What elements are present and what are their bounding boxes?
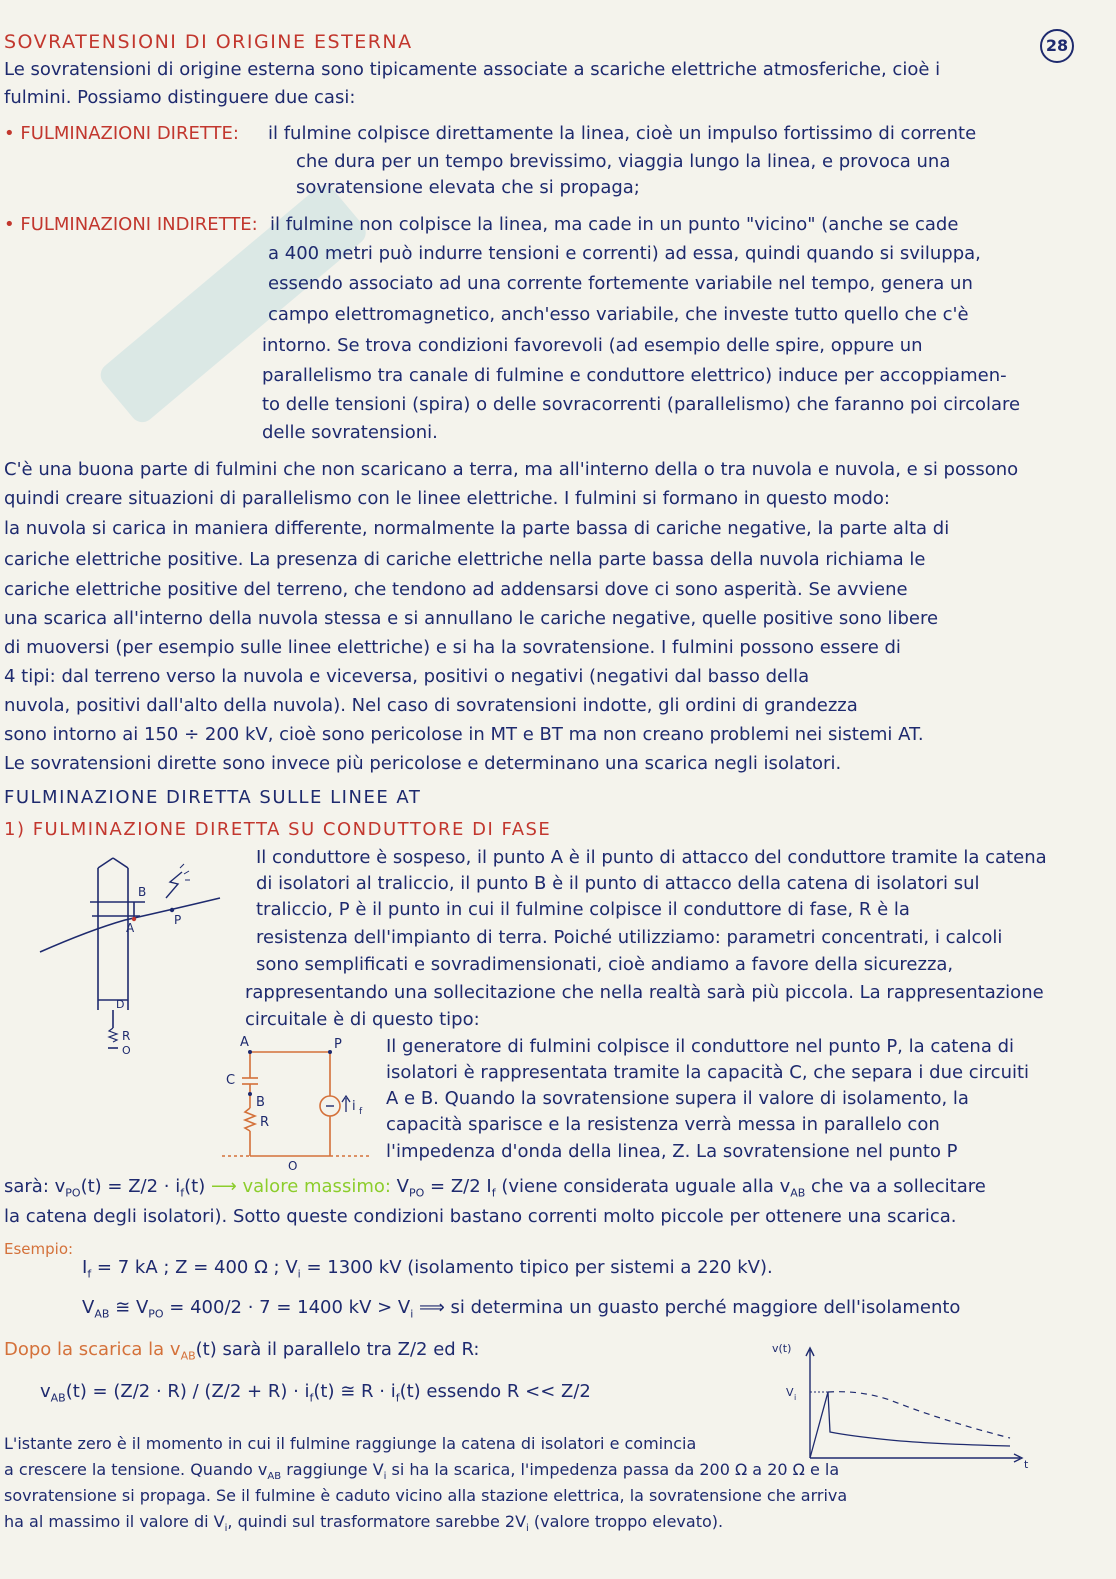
circuit-desc-1: Il generatore di fulmini colpisce il conduttore nel punto P, la catena di: [386, 1036, 1015, 1057]
tower-desc-1: Il conduttore è sospeso, il punto A è il punto di attacco del conduttore tramite la catena: [256, 847, 1047, 868]
indirette-line-2: a 400 metri può indurre tensioni e correnti) ad essa, quindi quando si sviluppa,: [268, 243, 981, 264]
para2-line-11: Le sovratensioni dirette sono invece più pericolose e determinano una scarica negli isolatori.: [4, 753, 842, 774]
indirette-line-3: essendo associato ad una corrente fortemente variabile nel tempo, genera un: [268, 273, 973, 294]
example-calculation: $V_{AB}$ ≅ $V_{PO} = 400/2 \cdot 7 = 1400$ kV > $V_i$ ⟹ si determina un guasto perché maggiore dell'isolamento: [82, 1297, 961, 1321]
dirette-line-1: il fulmine colpisce direttamente la linea, cioè un impulso fortissimo di corrente: [268, 123, 977, 144]
graph-y-label: v(t): [772, 1342, 792, 1355]
indirette-line-8: delle sovratensioni.: [262, 422, 438, 443]
example-label: Esempio:: [4, 1240, 74, 1258]
section-heading: FULMINAZIONE DIRETTA SULLE LINEE AT: [4, 787, 422, 808]
para2-line-1: C'è una buona parte di fulmini che non scaricano a terra, ma all'interno della o tra nuvola e nuvola, e si possono: [4, 459, 1019, 480]
indirette-label: • FULMINAZIONI INDIRETTE:: [4, 214, 258, 235]
circuit-desc-3: A e B. Quando la sovratensione supera il valore di isolamento, la: [386, 1088, 969, 1109]
indirette-line-4: campo elettromagnetico, anch'esso variabile, che investe tutto quello che c'è: [268, 304, 969, 325]
tower-desc-5: sono semplificati e sovradimensionati, cioè andiamo a favore della sicurezza,: [256, 954, 954, 975]
indirette-line-6: parallelismo tra canale di fulmine e conduttore elettrico) induce per accoppiamen-: [262, 365, 1007, 386]
para2-line-10: sono intorno ai 150 ÷ 200 kV, cioè sono pericolose in MT e BT ma non creano problemi nei sistemi AT.: [4, 724, 924, 745]
indirette-line-5: intorno. Se trova condizioni favorevoli (ad esempio delle spire, oppure un: [262, 335, 923, 356]
formula1-max-label: valore massimo:: [242, 1176, 391, 1197]
tower-label-p: P: [174, 913, 182, 927]
voltage-time-graph: [770, 1340, 1040, 1470]
tower-diagram: [30, 850, 240, 1060]
indirette-line-1: il fulmine non colpisce la linea, ma cade in un punto "vicino" (anche se cade: [270, 214, 959, 235]
final-line-1: L'istante zero è il momento in cui il fulmine raggiunge la catena di isolatori e comincia: [4, 1434, 697, 1453]
circuit-desc-4: capacità sparisce e la resistenza verrà messa in parallelo con: [386, 1114, 940, 1135]
intro-line-1: Le sovratensioni di origine esterna sono tipicamente associate a scariche elettriche atmosferiche, cioè i: [4, 59, 941, 80]
graph-vi-sub: i: [794, 1393, 797, 1402]
circuit-label-a: A: [240, 1035, 249, 1050]
after-discharge-line: Dopo la scarica la $v_{AB}(t)$ sarà il parallelo tra Z/2 ed R:: [4, 1339, 480, 1363]
tower-label-r: R: [122, 1029, 131, 1043]
formula1-continuation: la catena degli isolatori). Sotto queste condizioni bastano correnti molto piccole per ottenere una scarica.: [4, 1206, 957, 1227]
final-line-2: a crescere la tensione. Quando $v_{AB}$ raggiunge $V_i$ si ha la scarica, l'impedenza passa da 200 Ω a 20 Ω e la: [4, 1460, 840, 1483]
tower-desc-4: resistenza dell'impianto di terra. Poiché utilizziamo: parametri concentrati, i calcoli: [256, 927, 1003, 948]
final-line-3: sovratensione si propaga. Se il fulmine è caduto vicino alla stazione elettrica, la sovratensione che arriva: [4, 1486, 848, 1505]
circuit-label-if-sub: f: [359, 1107, 363, 1117]
tower-label-b: B: [138, 885, 147, 899]
tower-desc-3: traliccio, P è il punto in cui il fulmine colpisce il conduttore di fase, R è la: [256, 899, 910, 920]
tower-label-a: A: [126, 921, 135, 935]
para2-line-8: 4 tipi: dal terreno verso la nuvola e viceversa, positivi o negativi (negativi dal basso della: [4, 666, 810, 687]
circuit-label-c: C: [226, 1073, 236, 1088]
final-line-4: ha al massimo il valore di $V_i$, quindi sul trasformatore sarebbe $2V_i$ (valore troppo elevato).: [4, 1512, 724, 1535]
formula1-line: sarà: $v_{PO}(t) = Z/2 \cdot i_f(t)$ ⟶ valore massimo: $V_{PO} = Z/2$ $I_f$ (viene considerata uguale alla $v_{AB}$ che va a sollecitare: [4, 1176, 986, 1200]
formula1-arrow: ⟶: [210, 1176, 237, 1197]
circuit-desc-2: isolatori è rappresentata tramite la capacità C, che separa i due circuiti: [386, 1062, 1030, 1083]
circuit-label-r: R: [260, 1115, 270, 1130]
dirette-line-3: sovratensione elevata che si propaga;: [296, 177, 640, 198]
para2-line-3: la nuvola si carica in maniera differente, normalmente la parte bassa di cariche negative, la parte alta di: [4, 518, 950, 539]
subsection-heading: 1) FULMINAZIONE DIRETTA SU CONDUTTORE DI FASE: [4, 819, 552, 840]
para2-line-4: cariche elettriche positive. La presenza di cariche elettriche nella parte bassa della nuvola richiama le: [4, 549, 926, 570]
circuit-label-p: P: [334, 1037, 342, 1052]
intro-line-2: fulmini. Possiamo distinguere due casi:: [4, 87, 356, 108]
tower-desc-2: di isolatori al traliccio, il punto B è il punto di attacco della catena di isolatori sul: [256, 873, 980, 894]
dirette-line-2: che dura per un tempo brevissimo, viaggia lungo la linea, e provoca una: [296, 151, 951, 172]
formula2-line: $v_{AB}(t) = (Z/2 \cdot R) / (Z/2 + R) \cdot i_f(t)$ ≅ $R \cdot i_f(t)$ essendo R << Z/2: [40, 1381, 591, 1405]
circuit-desc-5: l'impedenza d'onda della linea, Z. La sovratensione nel punto P: [386, 1141, 958, 1162]
para2-line-2: quindi creare situazioni di parallelismo con le linee elettriche. I fulmini si formano in questo modo:: [4, 488, 890, 509]
tower-desc-7: circuitale è di questo tipo:: [245, 1009, 480, 1030]
circuit-label-if: i: [352, 1099, 356, 1114]
tower-label-o: O: [122, 1044, 131, 1057]
circuit-diagram: [210, 1034, 390, 1174]
tower-label-d: D: [116, 998, 125, 1011]
page-number: 28: [1040, 29, 1074, 63]
para2-line-7: di muoversi (per esempio sulle linee elettriche) e si ha la sovratensione. I fulmini possono essere di: [4, 637, 901, 658]
para2-line-5: cariche elettriche positive del terreno, che tendono ad addensarsi dove ci sono asperità. Se avviene: [4, 579, 908, 600]
circuit-label-b: B: [256, 1095, 265, 1110]
page-title: SOVRATENSIONI DI ORIGINE ESTERNA: [4, 31, 413, 53]
indirette-line-7: to delle tensioni (spira) o delle sovracorrenti (parallelismo) che faranno poi circolare: [262, 394, 1021, 415]
para2-line-9: nuvola, positivi dall'alto della nuvola). Nel caso di sovratensioni indotte, gli ordini di grandezza: [4, 695, 858, 716]
tower-desc-6: rappresentando una sollecitazione che nella realtà sarà più piccola. La rappresentazione: [245, 982, 1044, 1003]
graph-x-label: t: [1024, 1458, 1029, 1470]
graph-vi-label: V: [786, 1386, 794, 1399]
dirette-label: • FULMINAZIONI DIRETTE:: [4, 123, 239, 144]
circuit-label-o: O: [288, 1159, 298, 1173]
para2-line-6: una scarica all'interno della nuvola stessa e si annullano le cariche negative, quelle positive sono libere: [4, 608, 939, 629]
example-values: $I_f = 7$ kA ; Z = 400 Ω ; $V_i = 1300$ kV (isolamento tipico per sistemi a 220 kV).: [82, 1257, 773, 1281]
